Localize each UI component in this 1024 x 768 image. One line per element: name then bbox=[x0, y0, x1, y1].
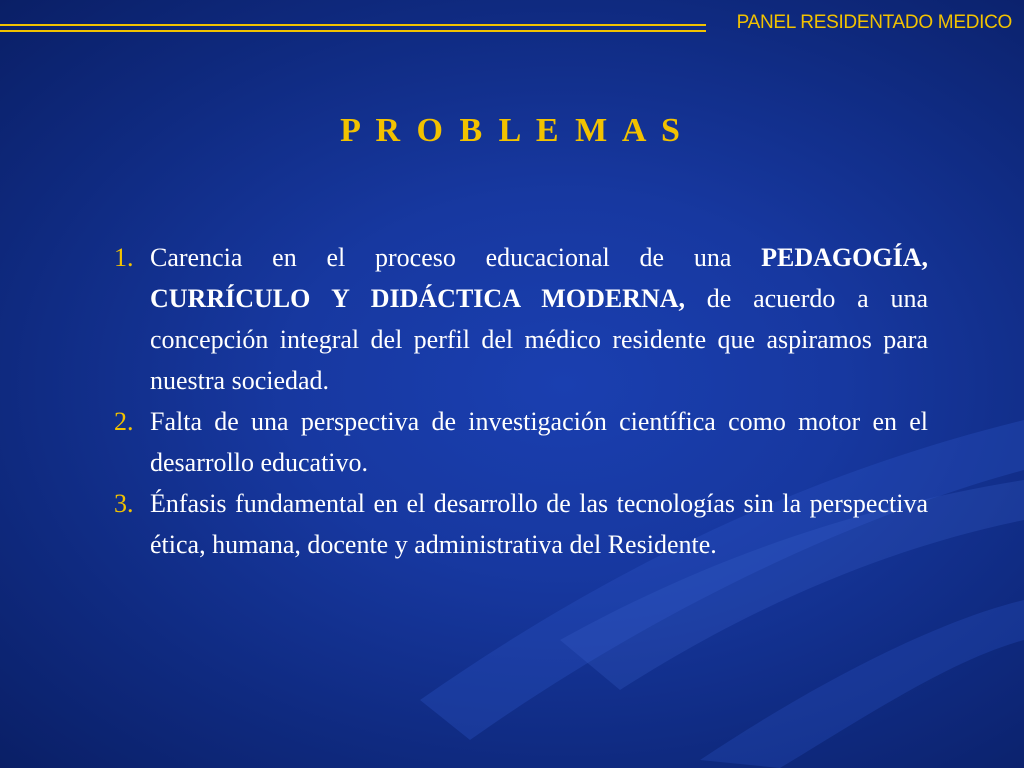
header-label: PANEL RESIDENTADO MEDICO bbox=[736, 12, 1012, 33]
list-item-number: 2. bbox=[114, 407, 134, 436]
list-item-text: Carencia en el proceso educacional de una PEDAGOGÍA, CURRÍCULO Y DIDÁCTICA MODERNA, de acuerdo a una concepción integral del perfil del médico residente que aspiramos para nuestra sociedad. bbox=[150, 243, 928, 395]
header-rule-bottom bbox=[0, 30, 706, 32]
list-item-number: 1. bbox=[114, 243, 134, 272]
header-rule-top bbox=[0, 24, 706, 26]
list-item-text: Énfasis fundamental en el desarrollo de las tecnologías sin la perspectiva ética, humana, docente y administrativa del Residente. bbox=[150, 489, 928, 559]
list-item-text: Falta de una perspectiva de investigación científica como motor en el desarrollo educativo. bbox=[150, 407, 928, 477]
list-item-number: 3. bbox=[114, 489, 134, 518]
slide-title: P R O B L E M A S bbox=[340, 112, 684, 149]
list-item-emphasis: PEDAGOGÍA, CURRÍCULO Y DIDÁCTICA MODERNA, bbox=[150, 243, 928, 313]
problem-list bbox=[100, 237, 928, 565]
list-item bbox=[100, 237, 928, 401]
list-item bbox=[100, 483, 928, 565]
list-item bbox=[100, 401, 928, 483]
